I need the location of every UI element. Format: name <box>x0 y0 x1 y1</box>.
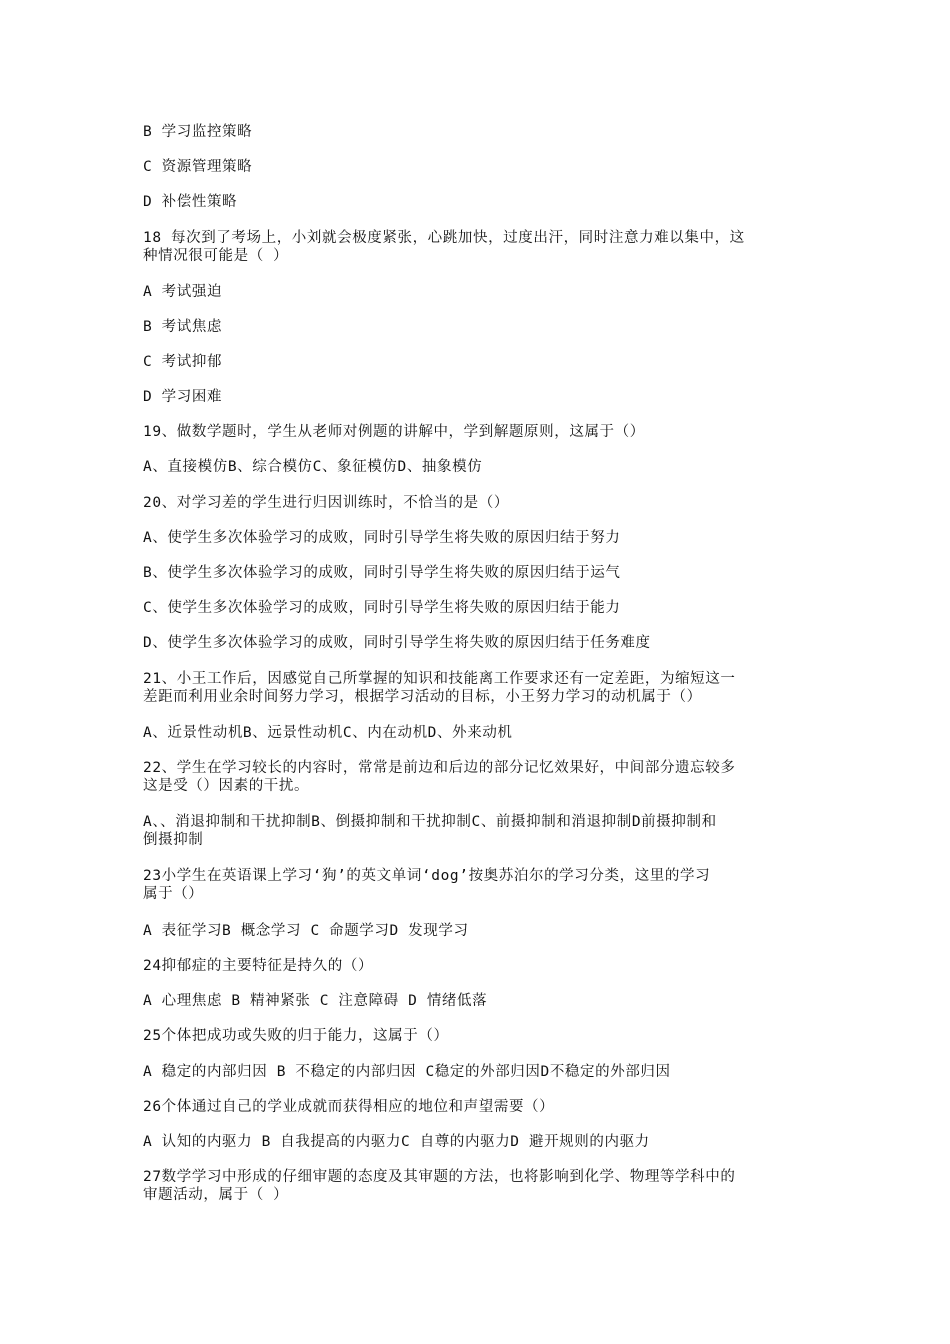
option-line: A 稳定的内部归因 B 不稳定的内部归因 C稳定的外部归因D不稳定的外部归因 <box>143 1064 671 1080</box>
option-line: A 表征学习B 概念学习 C 命题学习D 发现学习 <box>143 923 469 939</box>
option-line: B 考试焦虑 <box>143 319 223 335</box>
option-line: B、使学生多次体验学习的成败，同时引导学生将失败的原因归结于运气 <box>143 565 621 581</box>
question-line: 这是受（）因素的干扰。 <box>143 778 310 794</box>
option-line: A、使学生多次体验学习的成败，同时引导学生将失败的原因归结于努力 <box>143 530 621 546</box>
question-line: 20、对学习差的学生进行归因训练时，不恰当的是（） <box>143 495 509 511</box>
question-line: 25个体把成功或失败的归于能力，这属于（） <box>143 1028 449 1044</box>
question-line: 差距而利用业余时间努力学习，根据学习活动的目标，小王努力学习的动机属于（） <box>143 689 702 705</box>
question-line: 24抑郁症的主要特征是持久的（） <box>143 958 374 974</box>
option-line: A、、消退抑制和干扰抑制B、倒摄抑制和干扰抑制C、前摄抑制和消退抑制D前摄抑制和 <box>143 814 717 830</box>
question-line: 审题活动，属于（ ） <box>143 1187 289 1203</box>
question-line: 19、做数学题时，学生从老师对例题的讲解中，学到解题原则，这属于（） <box>143 424 645 440</box>
question-line: 种情况很可能是（ ） <box>143 248 289 264</box>
option-line: A 认知的内驱力 B 自我提高的内驱力C 自尊的内驱力D 避开规则的内驱力 <box>143 1134 650 1150</box>
option-line: D 学习困难 <box>143 389 223 405</box>
question-line: 22、学生在学习较长的内容时，常常是前边和后边的部分记忆效果好，中间部分遗忘较多 <box>143 760 736 776</box>
option-line: A 心理焦虑 B 精神紧张 C 注意障碍 D 情绪低落 <box>143 993 488 1009</box>
option-line: A 考试强迫 <box>143 284 223 300</box>
question-line: 23小学生在英语课上学习‘狗’的英文单词‘dog’按奥苏泊尔的学习分类，这里的学习 <box>143 868 711 884</box>
option-line: B 学习监控策略 <box>143 124 253 140</box>
question-line: 21、小王工作后，因感觉自己所掌握的知识和技能离工作要求还有一定差距，为缩短这一 <box>143 671 736 687</box>
question-line: 属于（） <box>143 886 204 902</box>
option-line: C 资源管理策略 <box>143 159 253 175</box>
option-line: D、使学生多次体验学习的成败，同时引导学生将失败的原因归结于任务难度 <box>143 635 651 651</box>
option-line: 倒摄抑制 <box>143 832 204 848</box>
option-line: A、近景性动机B、远景性动机C、内在动机D、外来动机 <box>143 725 513 741</box>
question-line: 18 每次到了考场上，小刘就会极度紧张，心跳加快，过度出汗，同时注意力难以集中，这 <box>143 230 745 246</box>
question-line: 27数学学习中形成的仔细审题的态度及其审题的方法，也将影响到化学、物理等学科中的 <box>143 1169 736 1185</box>
option-line: C 考试抑郁 <box>143 354 223 370</box>
option-line: C、使学生多次体验学习的成败，同时引导学生将失败的原因归结于能力 <box>143 600 621 616</box>
option-line: D 补偿性策略 <box>143 194 238 210</box>
option-line: A、直接模仿B、综合模仿C、象征模仿D、抽象模仿 <box>143 459 483 475</box>
question-line: 26个体通过自己的学业成就而获得相应的地位和声望需要（） <box>143 1099 555 1115</box>
